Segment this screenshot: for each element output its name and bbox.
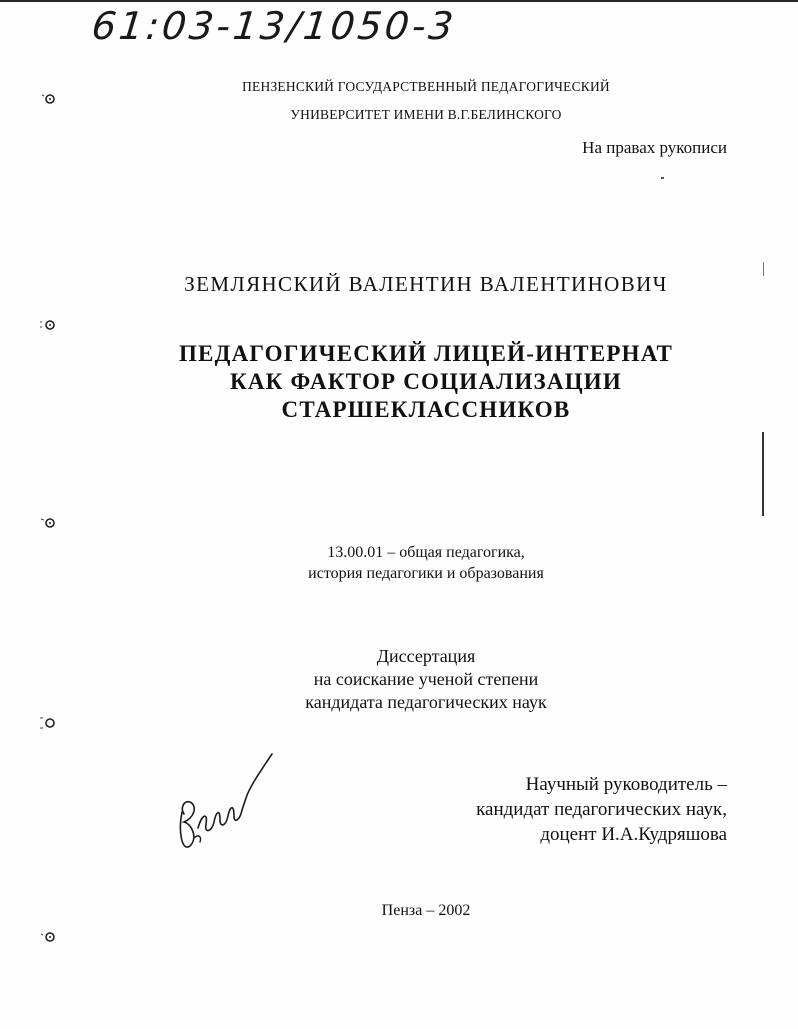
binding-hole-icon [38, 516, 58, 530]
dissertation-line-1: Диссертация [376, 646, 476, 666]
handwritten-signature [168, 742, 288, 862]
specialty-line-2: история педагогики и образования [308, 565, 544, 582]
advisor-line-1: Научный руководитель – [525, 774, 727, 795]
title-line-2: КАК ФАКТОР СОЦИАЛИЗАЦИИ [230, 369, 622, 394]
city-year: Пенза – 2002 [381, 902, 471, 919]
institution-line-1: ПЕНЗЕНСКИЙ ГОСУДАРСТВЕННЫЙ ПЕДАГОГИЧЕСКИЙ [242, 79, 610, 94]
advisor-line-3: доцент И.А.Кудряшова [540, 824, 727, 845]
title-line-3: СТАРШЕКЛАССНИКОВ [281, 397, 571, 422]
archive-code: 61:03-13/1050-3 [89, 4, 459, 48]
author-name: ЗЕМЛЯНСКИЙ ВАЛЕНТИН ВАЛЕНТИНОВИЧ [184, 272, 668, 296]
binding-hole-icon [38, 318, 58, 332]
specialty-line-1: 13.00.01 – общая педагогика, [327, 544, 525, 561]
scan-edge-top [0, 0, 798, 2]
scan-edge-right [762, 432, 764, 516]
institution-line-2: УНИВЕРСИТЕТ ИМЕНИ В.Г.БЕЛИНСКОГО [290, 107, 562, 122]
binding-hole-icon [38, 930, 58, 944]
manuscript-note: На правах рукописи [582, 138, 727, 157]
title-line-1: ПЕДАГОГИЧЕСКИЙ ЛИЦЕЙ-ИНТЕРНАТ [178, 341, 674, 366]
scan-speck [661, 177, 664, 179]
dissertation-line-2: на соискание ученой степени [313, 669, 539, 689]
advisor-line-2: кандидат педагогических наук, [476, 799, 727, 820]
dissertation-line-3: кандидата педагогических наук [305, 692, 547, 712]
binding-hole-icon [38, 716, 58, 730]
